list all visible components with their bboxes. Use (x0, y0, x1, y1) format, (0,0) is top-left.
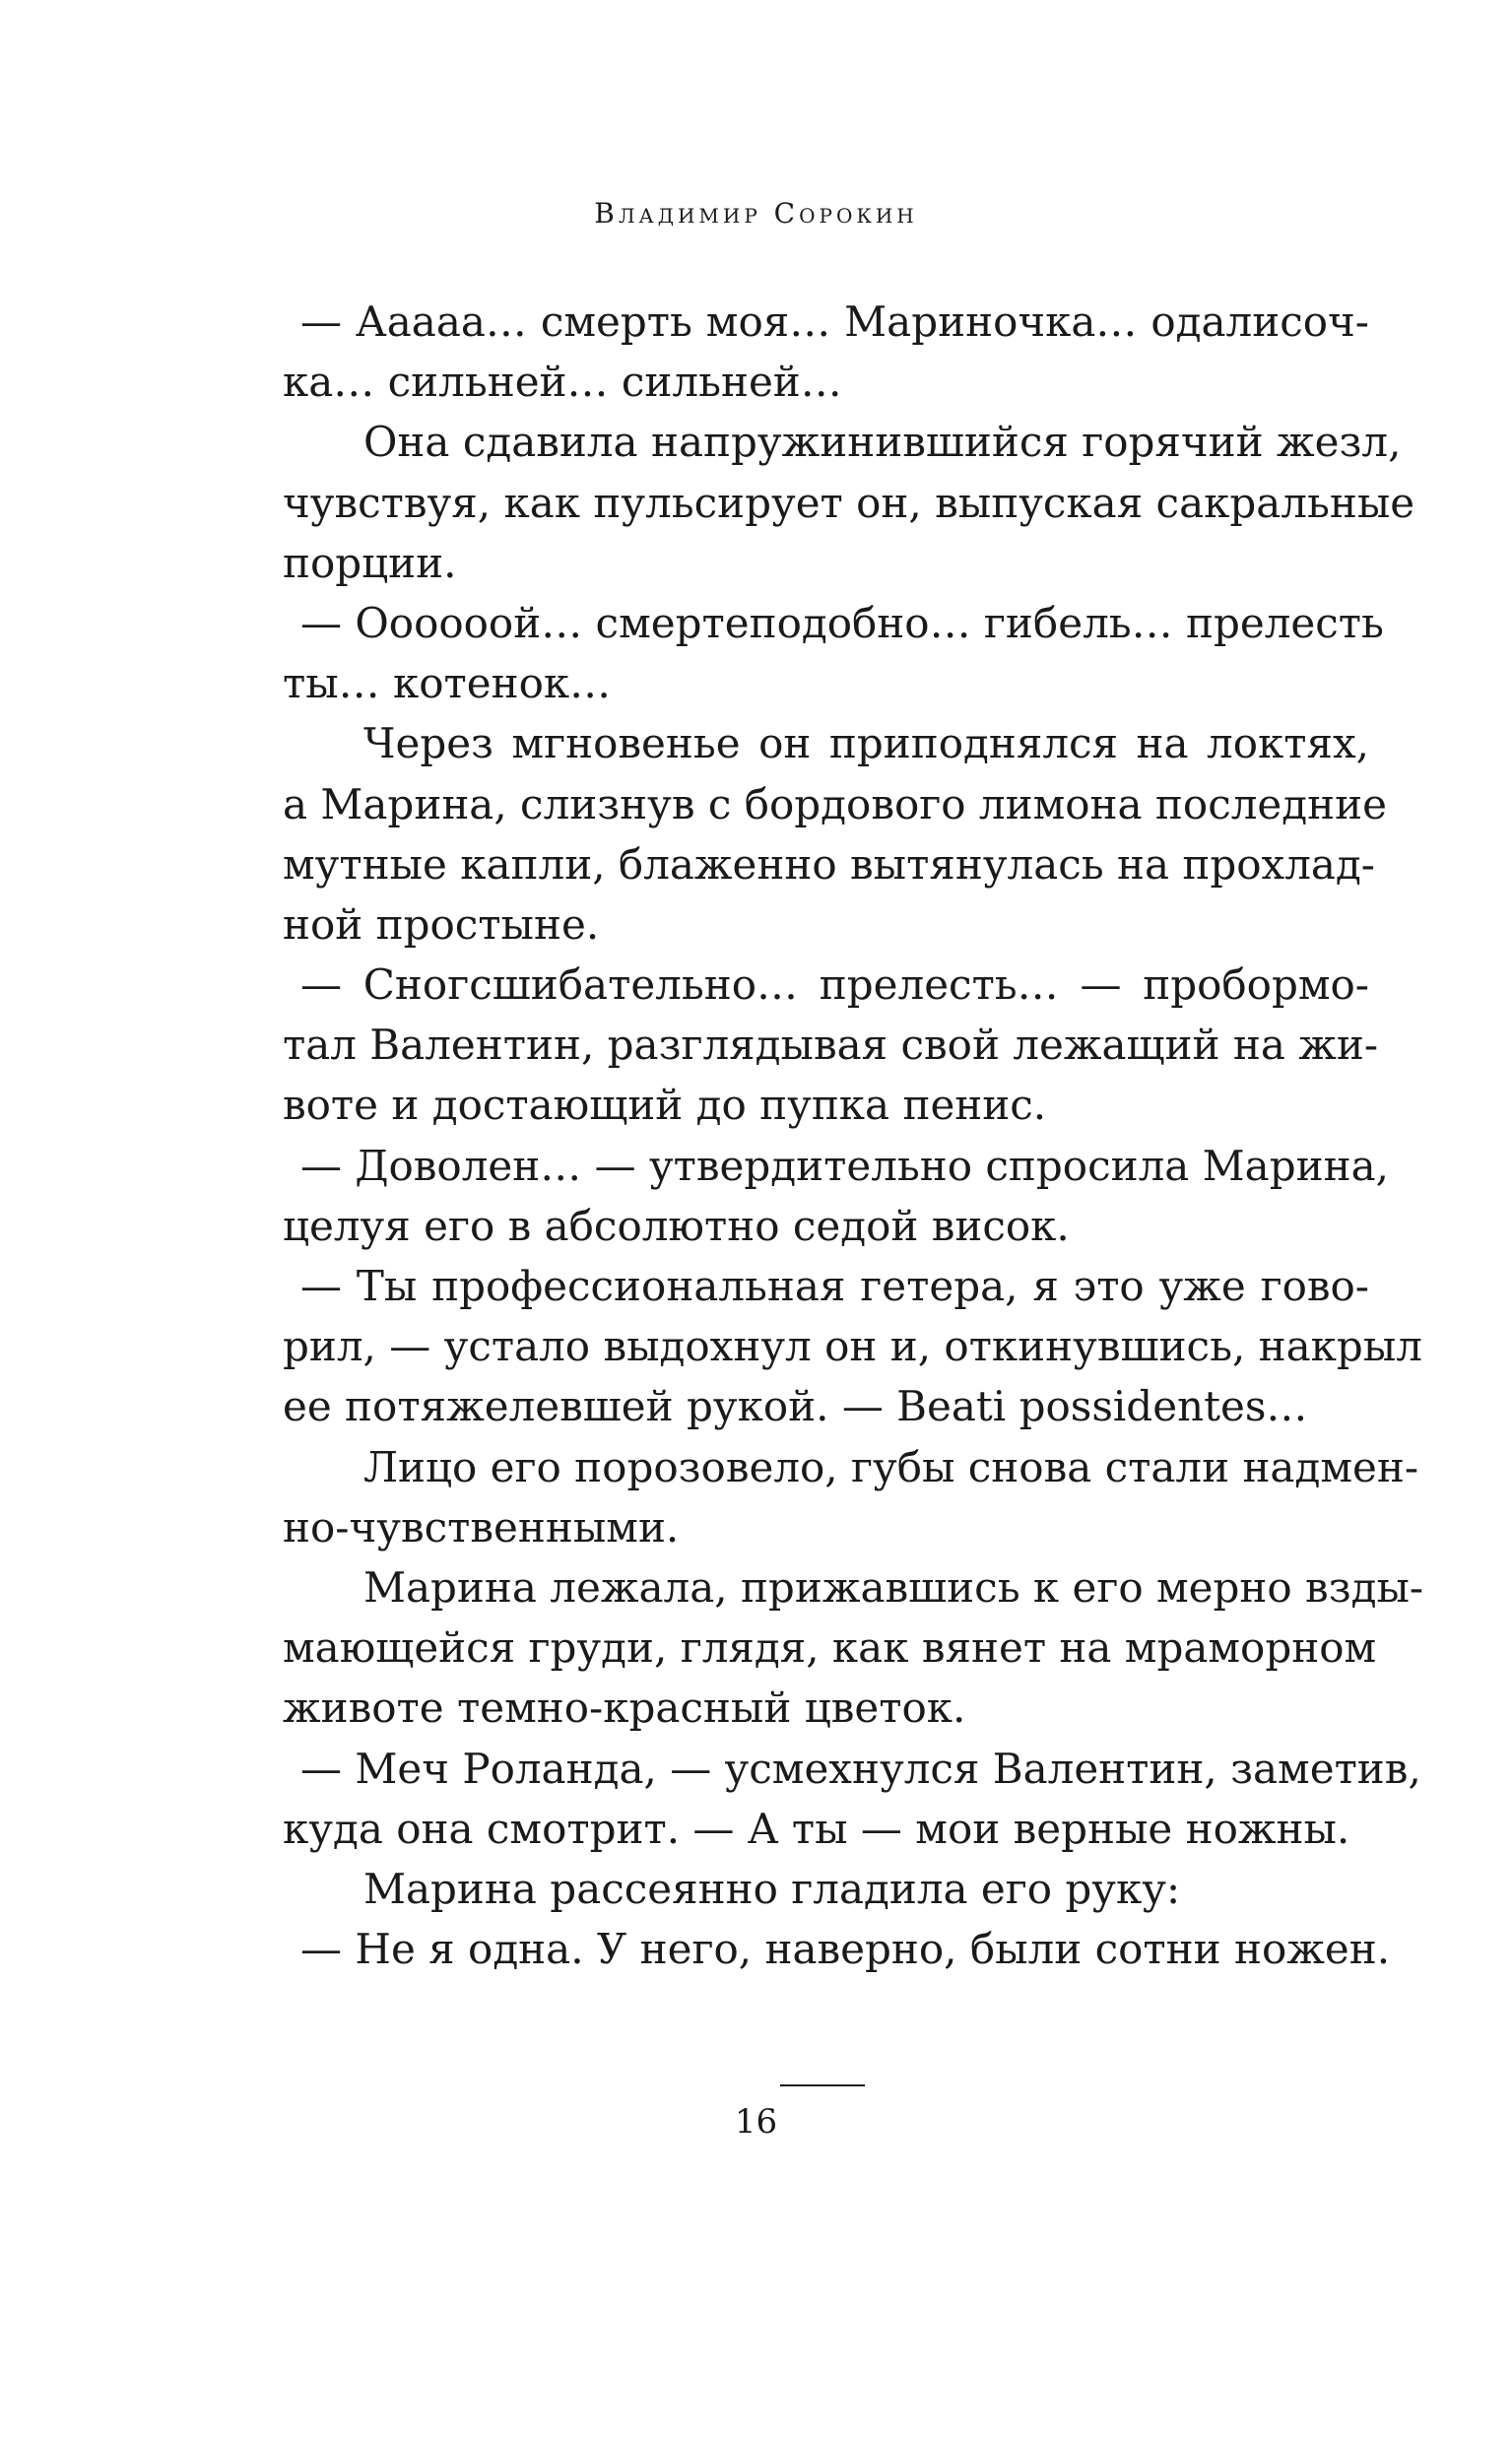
text-line: мутные капли, блаженно вытянулась на прохлад- (283, 839, 1376, 889)
text-line: чувствуя, как пульсирует он, выпуская сакральные (283, 478, 1415, 527)
text-line: — Не я одна. У него, наверно, были сотни ножен. (300, 1925, 1391, 1974)
text-line: рил, — устало выдохнул он и, откинувшись, накрыл (283, 1322, 1422, 1371)
text-line: порции. (283, 538, 457, 587)
text-line: — Доволен… — утвердительно спросила Марина, (300, 1141, 1389, 1190)
text-line: но-чувственными. (283, 1502, 680, 1552)
text-line: ты… котенок… (283, 659, 612, 708)
running-head-author: Владимир Сорокин (594, 197, 918, 230)
text-line: — Меч Роланда, — усмехнулся Валентин, заметив, (300, 1744, 1421, 1793)
text-line: целуя его в абсолютно седой висок. (283, 1201, 1070, 1250)
text-line: ка… сильней… сильней… (283, 358, 842, 407)
text-line: Через мгновенье он приподнялся на локтях, (363, 719, 1369, 768)
text-line: а Марина, слизнув с бордового лимона последние (283, 779, 1387, 828)
text-line: тал Валентин, разглядывая свой лежащий на жи- (283, 1021, 1379, 1070)
folio-rule (780, 2084, 865, 2086)
text-line: — Оооооой… смертеподобно… гибель… прелесть (300, 598, 1384, 647)
page-number: 16 (734, 2102, 778, 2142)
text-line: животе темно-красный цветок. (283, 1684, 966, 1733)
text-line: — Ты профессиональная гетера, я это уже гово- (300, 1262, 1369, 1310)
text-line: Марина рассеянно гладила его руку: (363, 1864, 1181, 1913)
text-line: Лицо его порозовело, губы снова стали надмен- (363, 1442, 1419, 1491)
text-line: воте и достающий до пупка пенис. (283, 1081, 1047, 1130)
text-line: — Ааааа… смерть моя… Мариночка… одалисоч- (300, 297, 1369, 346)
text-line: ной простыне. (283, 899, 600, 949)
text-block (283, 292, 1424, 1979)
text-line: мающейся груди, глядя, как вянет на мраморном (283, 1623, 1377, 1673)
text-line: — Сногсшибательно… прелесть… — пробормо- (300, 960, 1369, 1010)
text-line: Она сдавила напружинившийся горячий жезл, (363, 418, 1402, 467)
text-line: куда она смотрит. — А ты — мои верные ножны. (283, 1804, 1350, 1853)
text-line: Марина лежала, прижавшись к его мерно взды- (363, 1562, 1424, 1612)
text-line: ее потяжелевшей рукой. — Beati possidentes… (283, 1382, 1308, 1431)
